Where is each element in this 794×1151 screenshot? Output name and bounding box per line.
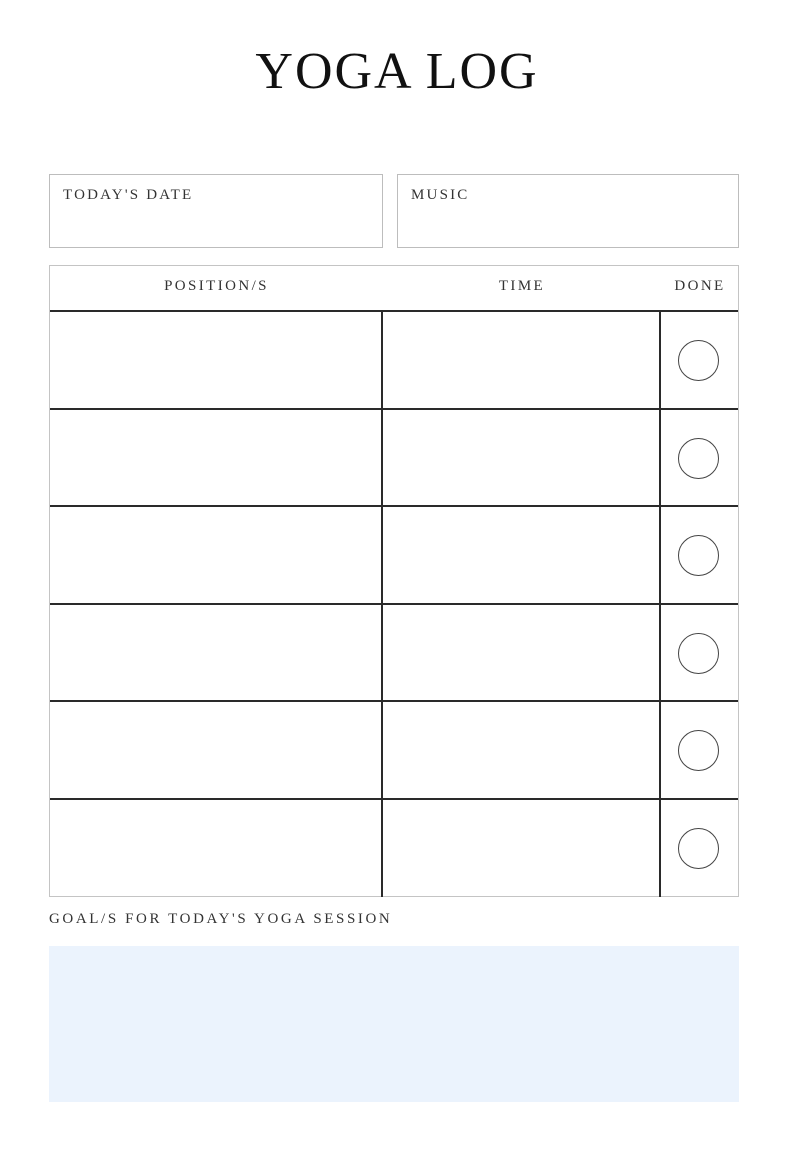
position-cell[interactable] [50, 507, 383, 603]
position-cell[interactable] [50, 312, 383, 408]
goals-label: GOAL/S FOR TODAY'S YOGA SESSION [49, 911, 393, 927]
time-cell[interactable] [383, 800, 661, 898]
position-cell[interactable] [50, 605, 383, 701]
todays-date-label: TODAY'S DATE [63, 187, 194, 203]
time-cell[interactable] [383, 605, 661, 701]
done-checkbox-circle[interactable] [678, 730, 719, 771]
done-cell [661, 312, 738, 408]
done-cell [661, 800, 738, 898]
table-row [50, 702, 738, 800]
table-row [50, 410, 738, 508]
done-checkbox-circle[interactable] [678, 828, 719, 869]
position-cell[interactable] [50, 410, 383, 506]
header-time: TIME [498, 278, 546, 294]
page-title: YOGA LOG [255, 43, 539, 100]
goals-textarea[interactable] [49, 946, 739, 1102]
done-cell [661, 507, 738, 603]
done-checkbox-circle[interactable] [678, 633, 719, 674]
done-checkbox-circle[interactable] [678, 535, 719, 576]
music-label: MUSIC [411, 187, 470, 203]
time-cell[interactable] [383, 507, 661, 603]
time-cell[interactable] [383, 702, 661, 798]
table-header [50, 266, 738, 312]
header-positions: POSITION/S [164, 278, 269, 294]
done-checkbox-circle[interactable] [678, 340, 719, 381]
todays-date-field[interactable] [49, 174, 383, 248]
position-cell[interactable] [50, 702, 383, 798]
done-cell [661, 605, 738, 701]
done-cell [661, 702, 738, 798]
table-row [50, 312, 738, 410]
done-cell [661, 410, 738, 506]
table-row [50, 507, 738, 605]
header-done: DONE [674, 278, 726, 294]
music-field[interactable] [397, 174, 739, 248]
time-cell[interactable] [383, 312, 661, 408]
table-row [50, 605, 738, 703]
yoga-log-table [49, 265, 739, 897]
position-cell[interactable] [50, 800, 383, 898]
done-checkbox-circle[interactable] [678, 438, 719, 479]
table-row [50, 800, 738, 898]
time-cell[interactable] [383, 410, 661, 506]
